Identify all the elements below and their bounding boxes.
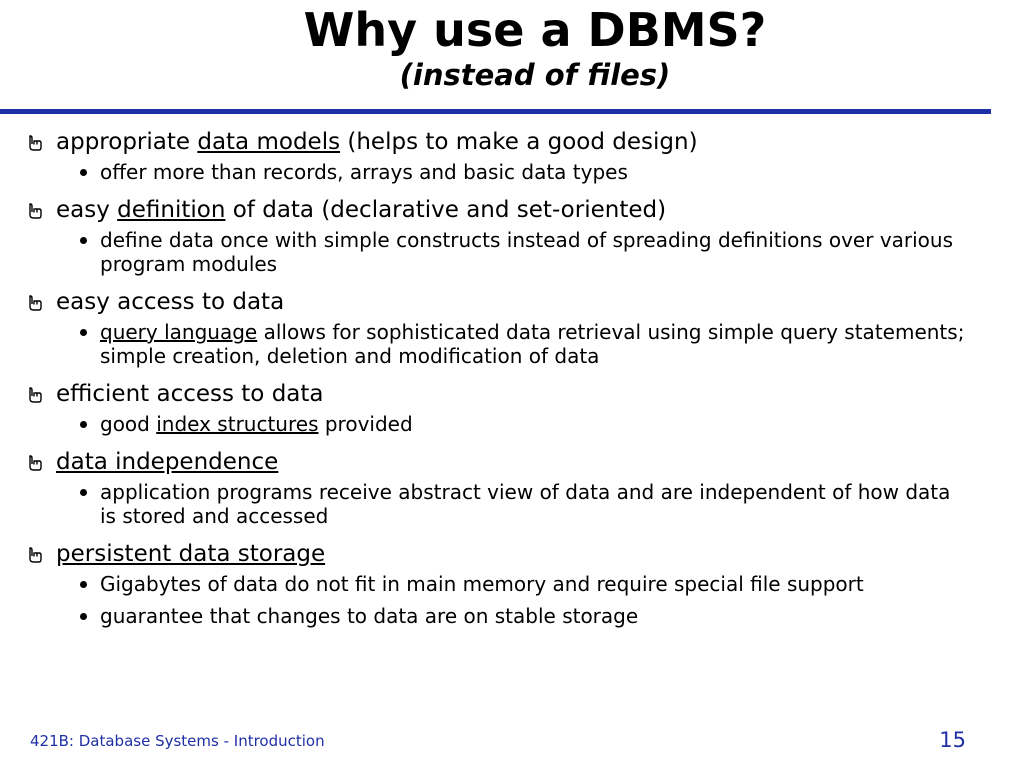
bullet-text-underlined: data independence bbox=[56, 449, 279, 475]
sub-bullet-text-pre: Gigabytes of data do not fit in main memory and require special file support bbox=[100, 572, 864, 596]
dot-bullet-icon bbox=[80, 169, 87, 176]
bullet-item bbox=[0, 284, 1000, 320]
slide-subtitle: (instead of files) bbox=[399, 58, 671, 92]
dot-bullet-icon bbox=[80, 613, 87, 620]
bullet-list bbox=[0, 124, 1000, 636]
dot-bullet-icon bbox=[80, 329, 87, 336]
bullet-text-pre: easy bbox=[56, 197, 118, 223]
bullet-item bbox=[0, 444, 1000, 480]
bullet-item bbox=[0, 124, 1000, 160]
bullet-text-underlined: persistent data storage bbox=[56, 541, 326, 567]
dot-bullet-icon bbox=[80, 581, 87, 588]
bullet-item bbox=[0, 536, 1000, 572]
dot-bullet-icon bbox=[80, 421, 87, 428]
pointing-hand-icon bbox=[26, 386, 44, 404]
sub-bullet-text-post: allows for sophisticated data retrieval using simple query statements; simple creation, deletion and modification of data bbox=[100, 320, 965, 368]
sub-bullet-item bbox=[0, 160, 1000, 184]
footer-course-title: 421B: Database Systems - Introduction bbox=[30, 732, 325, 750]
sub-bullet-text-pre: good bbox=[100, 412, 157, 436]
sub-bullet-item bbox=[0, 604, 1000, 628]
sub-bullet-item bbox=[0, 412, 1000, 436]
bullet-text-pre: appropriate bbox=[56, 129, 198, 155]
sub-bullet-text-pre: define data once with simple constructs instead of spreading definitions over various program modules bbox=[100, 228, 954, 276]
title-divider bbox=[0, 109, 991, 114]
pointing-hand-icon bbox=[26, 454, 44, 472]
sub-bullet-text-underlined: query language bbox=[100, 320, 258, 344]
bullet-text-pre: easy access to data bbox=[56, 289, 285, 315]
bullet-item bbox=[0, 376, 1000, 412]
pointing-hand-icon bbox=[26, 546, 44, 564]
sub-bullet-text-pre: offer more than records, arrays and basic data types bbox=[100, 160, 628, 184]
sub-bullet-text-pre: application programs receive abstract view of data and are independent of how data is stored and accessed bbox=[100, 480, 951, 528]
bullet-item bbox=[0, 192, 1000, 228]
dot-bullet-icon bbox=[80, 237, 87, 244]
sub-bullet-text-pre: guarantee that changes to data are on stable storage bbox=[100, 604, 639, 628]
bullet-text-underlined: data models bbox=[197, 129, 341, 155]
sub-bullet-item bbox=[0, 480, 1000, 528]
dot-bullet-icon bbox=[80, 489, 87, 496]
bullet-text-post: (helps to make a good design) bbox=[340, 129, 698, 155]
bullet-text-underlined: definition bbox=[117, 197, 226, 223]
sub-bullet-item bbox=[0, 572, 1000, 596]
pointing-hand-icon bbox=[26, 202, 44, 220]
pointing-hand-icon bbox=[26, 134, 44, 152]
sub-bullet-text-underlined: index structures bbox=[156, 412, 319, 436]
bullet-text-pre: efficient access to data bbox=[56, 381, 324, 407]
slide-title: Why use a DBMS? bbox=[303, 3, 767, 57]
sub-bullet-item bbox=[0, 320, 1000, 368]
sub-bullet-text-post: provided bbox=[318, 412, 413, 436]
pointing-hand-icon bbox=[26, 294, 44, 312]
sub-bullet-item bbox=[0, 228, 1000, 276]
bullet-text-post: of data (declarative and set-oriented) bbox=[225, 197, 667, 223]
slide-number: 15 bbox=[939, 728, 966, 752]
